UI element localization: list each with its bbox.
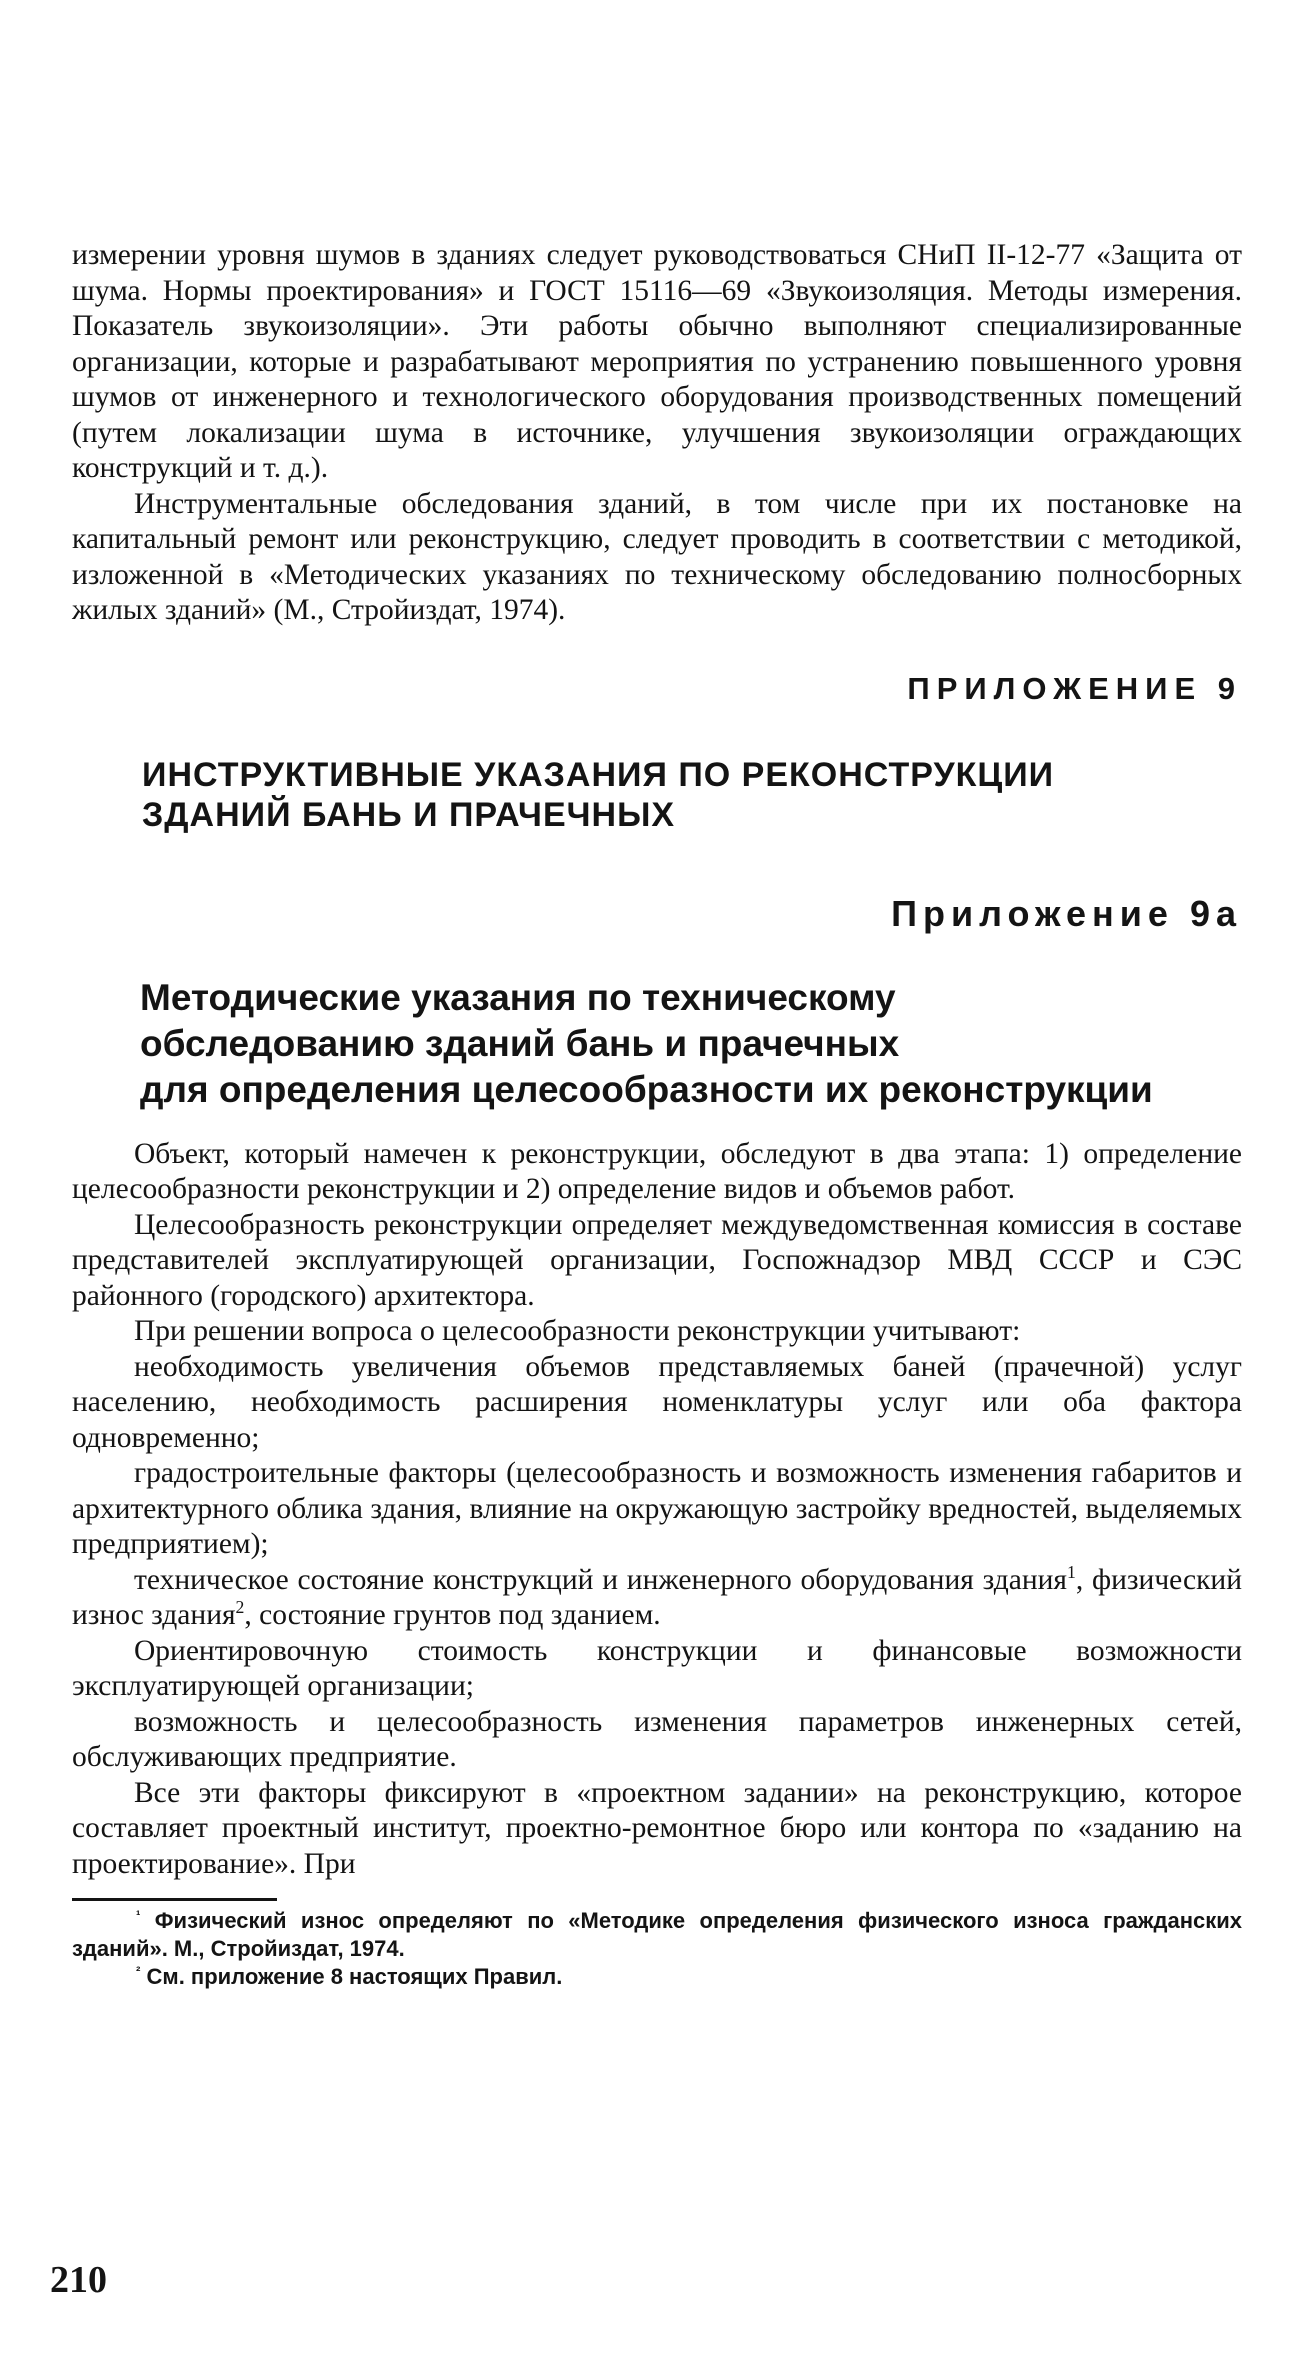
body-paragraph-5: градостроительные факторы (целесообразность и возможность изменения габаритов и архитектурного облика здания, влияние на окружающую застройку вредностей, выделяемых предприятием); (72, 1457, 1242, 1560)
intro-paragraph-2: Инструментальные обследования зданий, в том числе при их постановке на капитальный ремонт или реконструкцию, следует проводить в соответствии с методикой, изложенной в «Методических указаниях по техническому обследованию полносборных жилых зданий» (М., Стройиздат, 1974). (72, 487, 1242, 626)
sub-appendix-label: Приложение 9а (891, 892, 1242, 934)
footnote-ref-2: 2 (235, 1597, 245, 1618)
p6-text-b: , физический износ здания (72, 1563, 1242, 1631)
appendix-label: ПРИЛОЖЕНИЕ 9 (907, 670, 1242, 706)
body-paragraph-6 (72, 1563, 1242, 1634)
footnote-2-text: См. приложение 8 настоящих Правил. (146, 1964, 563, 1989)
section-title-line-2: ЗДАНИЙ БАНЬ И ПРАЧЕЧНЫХ (142, 795, 676, 834)
page-number: 210 (50, 2259, 107, 2301)
footnote-2 (72, 1963, 1242, 1991)
footnote-divider (72, 1898, 277, 1901)
section-title-line-1: ИНСТРУКТИВНЫЕ УКАЗАНИЯ ПО РЕКОНСТРУКЦИИ (142, 755, 1055, 794)
section-title (142, 755, 1242, 835)
p6-text-a: техническое состояние конструкций и инженерного оборудования здания (134, 1563, 1067, 1596)
title-line-2: обследованию зданий бань и прачечных (140, 1022, 900, 1064)
footnote-1 (72, 1907, 1242, 1963)
footnote-ref-1: 1 (1066, 1561, 1076, 1582)
p6-text-c: , состояние грунтов под зданием. (244, 1599, 661, 1631)
body-paragraph-7: Ориентировочную стоимость конструкции и финансовые возможности эксплуатирующей организации; (72, 1634, 1242, 1702)
body-paragraph-3: При решении вопроса о целесообразности реконструкции учитывают: (134, 1315, 1021, 1347)
body-paragraph-9: Все эти факторы фиксируют в «проектном задании» на реконструкцию, которое составляет проектный институт, проектно-ремонтное бюро или контора по «заданию на проектирование». При (72, 1776, 1242, 1880)
title-line-1: Методические указания по техническому (140, 976, 896, 1018)
title-line-3: для определения целесообразности их реконструкции (140, 1068, 1153, 1110)
footnote-2-mark: ² (136, 1963, 141, 1979)
footnote-1-mark: ¹ (136, 1907, 141, 1923)
page-content (72, 238, 1242, 1991)
intro-paragraph-1: измерении уровня шумов в зданиях следует руководствоваться СНиП II-12-77 «Защита от шума. Нормы проектирования» и ГОСТ 15116—69 «Звукоизоляция. Методы измерения. Показатель звукоизоляции». Эти работы обычно выполняют специализированные организации, которые и разрабатывают мероприятия по устранению повышенного уровня шумов от инженерного и технологического оборудования производственных помещений (путем локализации шума в источнике, улучшения звукоизоляции ограждающих конструкций и т. д.). (72, 239, 1242, 484)
body-paragraph-2: Целесообразность реконструкции определяет междуведомственная комиссия в составе представителей эксплуатирующей организации, Госпожнадзор МВД СССР и СЭС районного (городского) архитектора. (72, 1208, 1242, 1312)
footnote-1-text: Физический износ определяют по «Методике определения физического износа гражданских зданий». М., Стройиздат, 1974. (72, 1908, 1242, 1961)
body-paragraph-4: необходимость увеличения объемов представляемых баней (прачечной) услуг населению, необходимость расширения номенклатуры услуг или оба фактора одновременно; (72, 1350, 1242, 1454)
document-title (140, 975, 1242, 1113)
body-paragraph-8: возможность и целесообразность изменения параметров инженерных сетей, обслуживающих предприятие. (72, 1705, 1242, 1773)
body-paragraph-1: Объект, который намечен к реконструкции, обследуют в два этапа: 1) определение целесообразности реконструкции и 2) определение видов и объемов работ. (72, 1137, 1242, 1205)
